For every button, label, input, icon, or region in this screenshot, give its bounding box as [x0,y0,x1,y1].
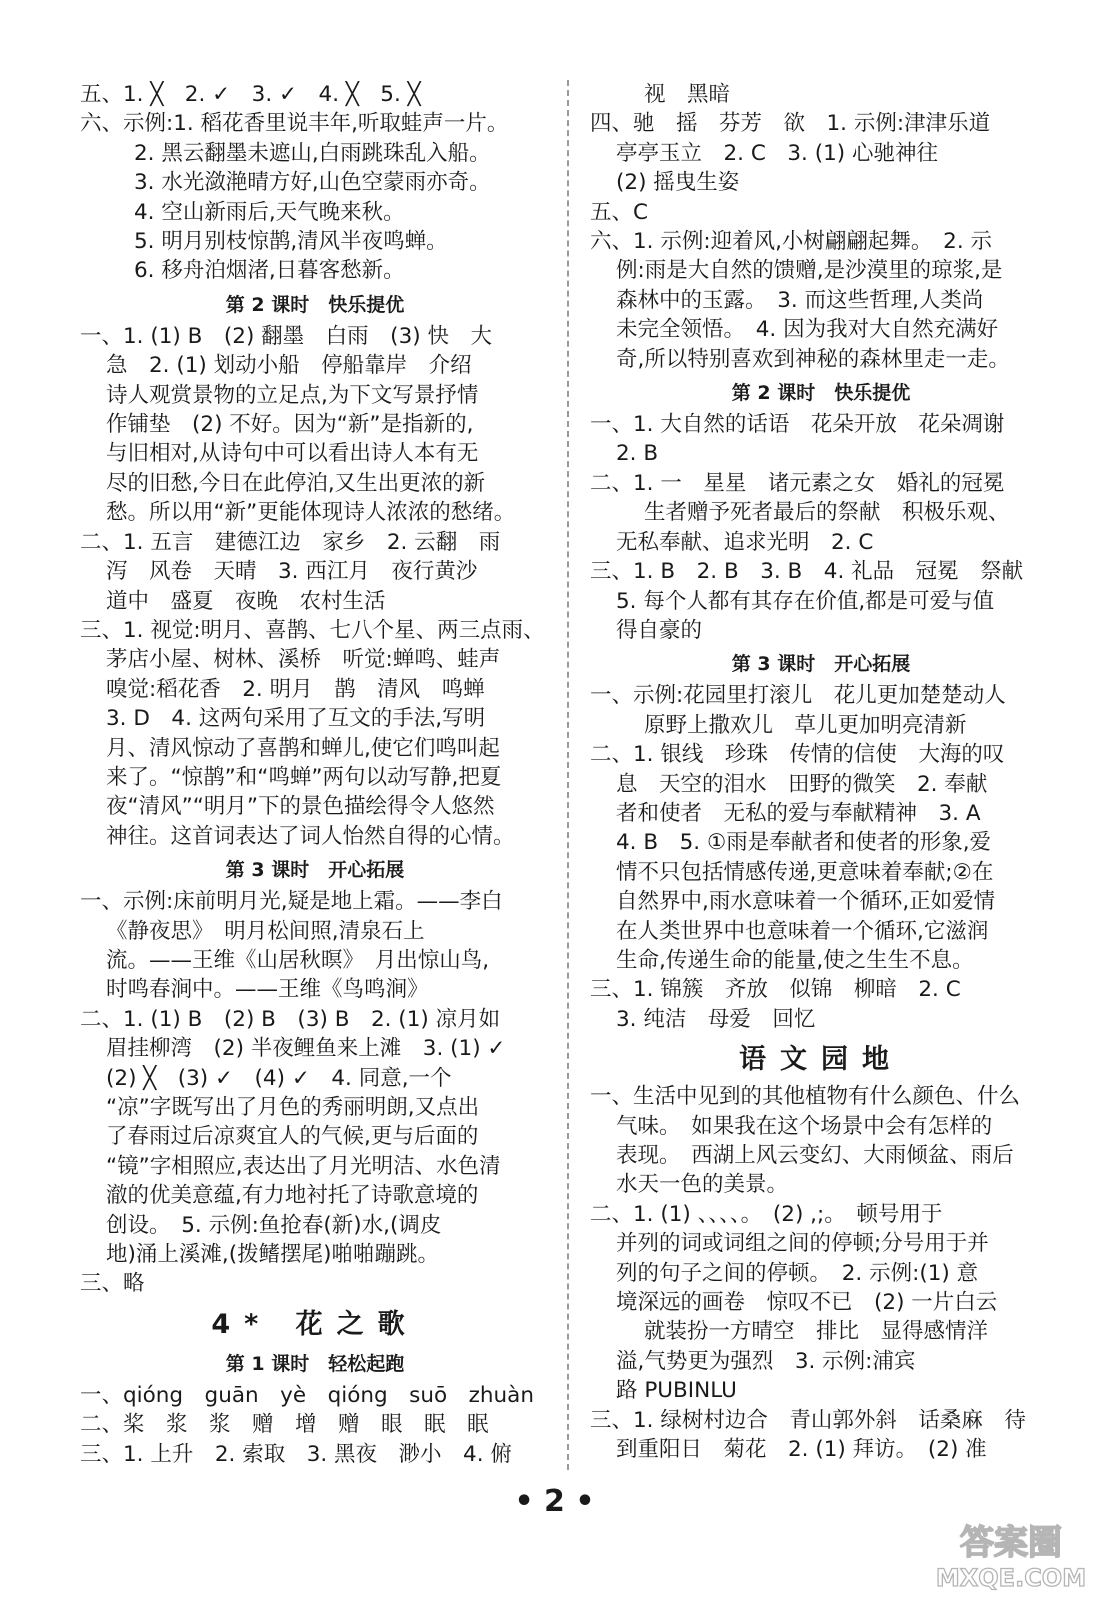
answer-line: 在人类世界中也意味着一个循环,它滋润 [616,918,989,944]
answer-line: 并列的词或词组之间的停顿;分号用于并 [616,1231,989,1257]
answer-line: 例:雨是大自然的馈赠,是沙漠里的琼浆,是 [616,258,1003,284]
answer-line: 视 黑暗 [644,82,731,107]
answer-line: 4. 空山新雨后,天气晚来秋。 [134,199,405,225]
answer-line: 尽的旧愁,今日在此停泊,又生出更浓的新 [106,470,486,496]
lesson-heading: 第 3 课时 开心拓展 [731,653,911,676]
answer-line: 境深远的画卷 惊叹不已 (2) 一片白云 [616,1290,998,1316]
answer-line: 一、1. 大自然的话语 花朵开放 花朵凋谢 [590,412,1005,438]
answer-line: 奇,所以特别喜欢到神秘的森林里走一走。 [616,346,1010,372]
answer-line: 茅店小屋、树林、溪桥 听觉:蝉鸣、蛙声 [106,647,501,673]
answer-line: 3. 纯洁 母爱 回忆 [616,1006,816,1032]
answer-line: 三、1. 绿树村边合 青山郭外斜 话桑麻 待 [590,1407,1026,1433]
watermark-text-url: MXQE.COM [935,1564,1087,1592]
answer-line: 道中 盛夏 夜晚 农村生活 [106,588,386,614]
answer-line: 地)涌上溪滩,(拨鳍摆尾)啪啪蹦跳。 [106,1242,439,1268]
answer-line: 一、生活中见到的其他植物有什么颜色、什么 [590,1084,1021,1110]
answer-line: 创设。 5. 示例:鱼抢春(新)水,(调皮 [106,1212,442,1238]
answer-line: 急 2. (1) 划动小船 停船靠岸 介绍 [106,353,472,379]
answer-line: 来了。“惊鹊”和“鸣蝉”两句以动写静,把夏 [106,764,502,790]
answer-line: “镜”字相照应,表达出了月光明洁、水色清 [106,1153,501,1179]
answer-line: 二、1. (1) B (2) B (3) B 2. (1) 凉月如 [80,1006,501,1032]
answer-line: 二、1. 五言 建德江边 家乡 2. 云翻 雨 [80,529,501,555]
answer-line: 月、清风惊动了喜鹊和蝉儿,使它们鸣叫起 [106,735,500,761]
answer-line: 得自豪的 [616,617,703,643]
answer-line: 神往。这首词表达了词人怡然自得的心情。 [106,823,515,849]
answer-line: 3. 水光潋滟晴方好,山色空蒙雨亦奇。 [134,170,491,196]
answer-line: 路 PUBINLU [616,1378,737,1404]
answer-line: 一、示例:花园里打滚儿 花儿更加楚楚动人 [590,683,1006,709]
answer-line: 眉挂柳湾 (2) 半夜鲤鱼来上滩 3. (1) ✓ [106,1036,506,1062]
answer-line: 二、桨 浆 浆 赠 增 赠 眼 眠 眠 [80,1412,489,1438]
answer-line: 三、1. 锦簇 齐放 似锦 柳暗 2. C [590,977,961,1003]
answer-line: 气味。 如果我在这个场景中会有怎样的 [616,1113,993,1139]
answer-line: 列的句子之间的停顿。 2. 示例:(1) 意 [616,1260,979,1286]
page-number: • 2 • [514,1484,595,1519]
lesson-heading: 第 3 课时 开心拓展 [225,859,405,882]
answer-line: “凉”字既写出了月色的秀丽明朗,又点出 [106,1095,480,1120]
answer-line: 三、1. 上升 2. 索取 3. 黑夜 渺小 4. 俯 [80,1441,512,1467]
answer-line: 者和使者 无私的爱与奉献精神 3. A [616,800,981,826]
right-column [590,80,1052,1464]
answer-line: 情不只包括情感传递,更意味着奉献;②在 [616,859,994,885]
answer-line: 息 天空的泪水 田野的微笑 2. 奉献 [616,771,988,797]
answer-line: 一、示例:床前明月光,疑是地上霜。——李白 [80,889,503,915]
answer-line: 《静夜思》 明月松间照,清泉石上 [106,918,425,944]
watermark-logo [921,1516,1101,1594]
answer-line: 一、1. (1) B (2) 翻墨 白雨 (3) 快 大 [80,323,492,349]
answer-line: 就装扮一方晴空 排比 显得感情洋 [644,1319,989,1345]
lesson-heading: 第 2 课时 快乐提优 [225,293,405,316]
answer-line: 表现。 西湖上风云变幻、大雨倾盆、雨后 [616,1143,1014,1168]
answer-line: 生命,传递生命的能量,使之生生不息。 [616,947,974,973]
answer-line: 澈的优美意蕴,有力地衬托了诗歌意境的 [106,1183,479,1209]
answer-line: 六、示例:1. 稻花香里说丰年,听取蛙声一片。 [80,111,509,137]
answer-line: 流。——王维《山居秋暝》 月出惊山鸟, [106,947,490,973]
left-column [80,80,550,1469]
answer-line: 三、1. 视觉:明月、喜鹊、七八个星、两三点雨、 [80,617,545,643]
answer-line: 溢,气势更为强烈 3. 示例:浦宾 [616,1348,916,1374]
answer-line: 二、1. 银线 珍珠 传情的信使 大海的叹 [590,742,1005,768]
answer-line: 4. B 5. ①雨是奉献者和使者的形象,爱 [616,830,992,856]
answer-line: 一、qióng guān yè qióng suō zhuàn [80,1382,534,1408]
watermark-text-main: 答案圈 [960,1523,1062,1563]
answer-line: 生者赠予死者最后的祭献 积极乐观、 [644,500,1010,526]
answer-line: 愁。所以用“新”更能体现诗人浓浓的愁绪。 [106,500,516,526]
answer-line: 泻 风卷 天晴 3. 西江月 夜行黄沙 [106,559,478,585]
answer-line: 亭亭玉立 2. C 3. (1) 心驰神往 [616,140,938,166]
answer-line: 诗人观赏景物的立足点,为下文写景抒情 [106,382,479,408]
chapter-title: 4* 花之歌 [211,1308,419,1340]
answer-line: 3. D 4. 这两句采用了互文的手法,写明 [106,706,486,732]
lesson-heading: 第 2 课时 快乐提优 [731,382,911,405]
column-divider [567,80,569,1470]
answer-line: 三、略 [80,1271,145,1297]
chapter-title: 语文园地 [739,1044,903,1076]
answer-line: 夜“清风”“明月”下的景色描绘得令人悠然 [106,794,495,820]
answer-line: 未完全领悟。 4. 因为我对大自然充满好 [616,317,999,343]
answer-line: 了春雨过后凉爽宜人的气候,更与后面的 [106,1124,479,1150]
answer-line: 到重阳日 菊花 2. (1) 拜访。 (2) 准 [616,1437,987,1463]
answer-line: 2. 黑云翻墨未遮山,白雨跳珠乱入船。 [134,140,491,166]
answer-line: 二、1. (1) 、、、、。 (2) ,;。 顿号用于 [590,1201,943,1227]
answer-line: 三、1. B 2. B 3. B 4. 礼品 冠冕 祭献 [590,559,1024,585]
answer-line: 水天一色的美景。 [616,1172,789,1198]
answer-line: 时鸣春涧中。——王维《鸟鸣涧》 [106,977,429,1003]
answer-line: 森林中的玉露。 3. 而这些哲理,人类尚 [616,287,984,313]
answer-line: 无私奉献、追求光明 2. C [616,529,874,555]
answer-line: 作铺垫 (2) 不好。因为“新”是指新的, [106,412,474,438]
answer-line: 6. 移舟泊烟渚,日暮客愁新。 [134,258,405,284]
answer-line: 四、驰 摇 芬芳 欲 1. 示例:津津乐道 [590,111,991,137]
answer-line: 原野上撒欢儿 草儿更加明亮清新 [644,712,967,738]
answer-line: 二、1. 一 星星 诸元素之女 婚礼的冠冕 [590,470,1005,496]
answer-line: 自然界中,雨水意味着一个循环,正如爱情 [616,889,996,915]
answer-line: 嗅觉:稻花香 2. 明月 鹊 清风 鸣蝉 [106,676,485,702]
answer-line: 五、C [590,199,649,225]
answer-line: 与旧相对,从诗句中可以看出诗人本有无 [106,441,479,467]
answer-line: 五、1. ╳ 2. ✓ 3. ✓ 4. ╳ 5. ╳ [80,82,421,107]
answer-line: 2. B [616,441,659,467]
answer-line: (2) 摇曳生姿 [616,170,740,196]
answer-line: 六、1. 示例:迎着风,小树翩翩起舞。 2. 示 [590,229,993,255]
answer-line: 5. 每个人都有其存在价值,都是可爱与值 [616,588,995,614]
answer-line: 5. 明月别枝惊鹊,清风半夜鸣蝉。 [134,229,448,255]
answer-line: (2) ╳ (3) ✓ (4) ✓ 4. 同意,一个 [106,1065,452,1091]
lesson-heading: 第 1 课时 轻松起跑 [225,1352,405,1375]
